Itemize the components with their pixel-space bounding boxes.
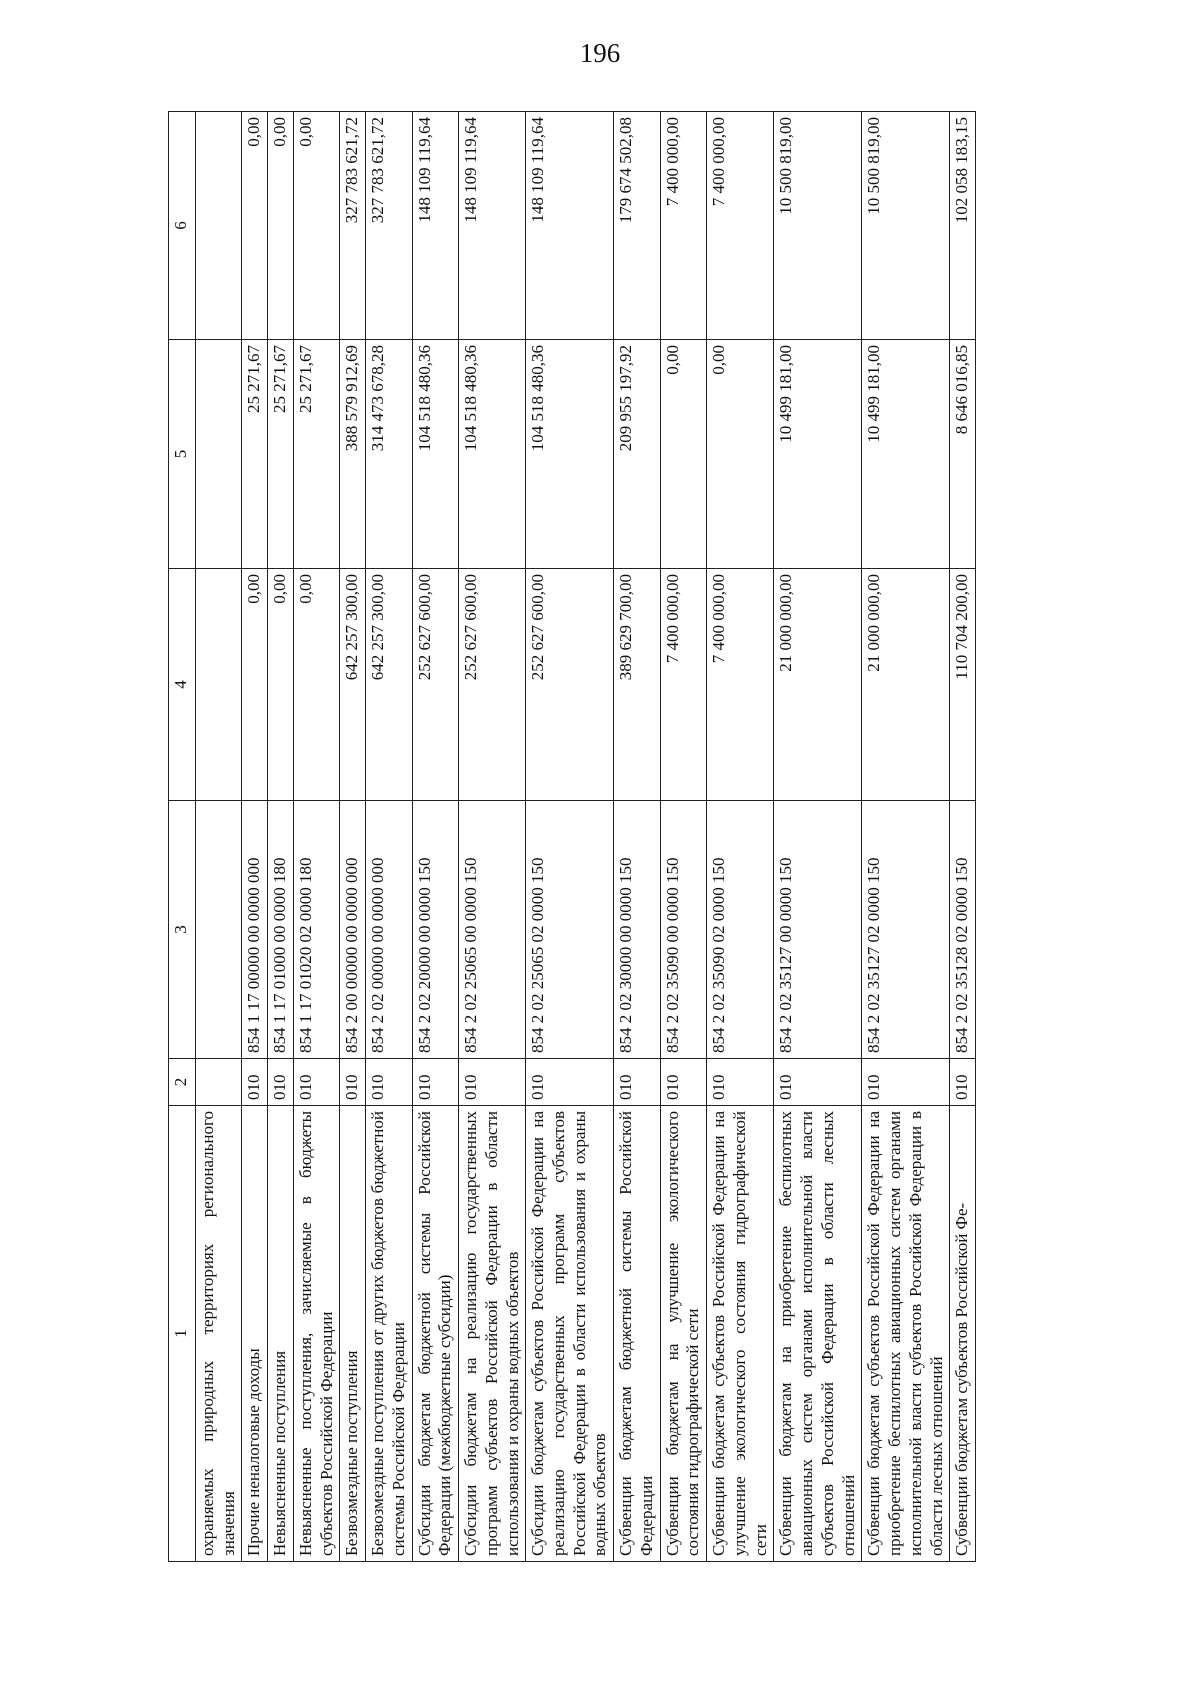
cell-v4: 7 400 000,00 bbox=[660, 569, 706, 801]
cell-c2: 010 bbox=[242, 1059, 268, 1106]
cell-v5: 0,00 bbox=[707, 340, 774, 569]
table-row bbox=[459, 112, 526, 1562]
cell-c2: 010 bbox=[526, 1059, 614, 1106]
cell-v5: 209 955 197,92 bbox=[614, 340, 660, 569]
column-header: 2 bbox=[169, 1059, 196, 1106]
table-region bbox=[168, 112, 1058, 1562]
cell-name: охраняемых природных территориях регионального значения bbox=[196, 1106, 242, 1562]
cell-c2: 010 bbox=[862, 1059, 950, 1106]
cell-v5: 104 518 480,36 bbox=[459, 340, 526, 569]
cell-c2: 010 bbox=[366, 1059, 412, 1106]
cell-v6: 148 109 119,64 bbox=[412, 112, 458, 340]
page-number: 196 bbox=[579, 38, 621, 68]
column-header: 6 bbox=[169, 112, 196, 340]
cell-name: Безвозмездные поступления от других бюджетов бюджетной системы Российской Федерации bbox=[366, 1106, 412, 1562]
cell-code: 854 1 17 00000 00 0000 000 bbox=[242, 801, 268, 1059]
cell-v5: 10 499 181,00 bbox=[862, 340, 950, 569]
table-row bbox=[366, 112, 412, 1562]
cell-c2: 010 bbox=[614, 1059, 660, 1106]
cell-v6: 7 400 000,00 bbox=[707, 112, 774, 340]
table-row bbox=[242, 112, 268, 1562]
cell-c2: 010 bbox=[950, 1059, 976, 1106]
cell-v5: 25 271,67 bbox=[293, 340, 339, 569]
cell-v5: 314 473 678,28 bbox=[366, 340, 412, 569]
table-body bbox=[196, 112, 976, 1562]
cell-name: Субвенции бюджетам субъектов Российской Федерации на приобретение беспилотных авиационных систем органами исполнительной власти субъектов Российской Федерации в области лесных отношений bbox=[862, 1106, 950, 1562]
cell-code bbox=[196, 801, 242, 1059]
cell-code: 854 2 02 25065 02 0000 150 bbox=[526, 801, 614, 1059]
cell-c2: 010 bbox=[660, 1059, 706, 1106]
cell-v5: 388 579 912,69 bbox=[340, 340, 366, 569]
table-row bbox=[340, 112, 366, 1562]
cell-v6: 7 400 000,00 bbox=[660, 112, 706, 340]
cell-code: 854 2 02 35090 00 0000 150 bbox=[660, 801, 706, 1059]
cell-code: 854 2 02 25065 00 0000 150 bbox=[459, 801, 526, 1059]
cell-c2: 010 bbox=[293, 1059, 339, 1106]
cell-v6: 327 783 621,72 bbox=[366, 112, 412, 340]
cell-code: 854 2 02 35127 00 0000 150 bbox=[774, 801, 862, 1059]
cell-c2 bbox=[196, 1059, 242, 1106]
cell-v5 bbox=[196, 340, 242, 569]
cell-v4: 252 627 600,00 bbox=[526, 569, 614, 801]
cell-v6: 179 674 502,08 bbox=[614, 112, 660, 340]
cell-v6: 148 109 119,64 bbox=[459, 112, 526, 340]
cell-v6 bbox=[196, 112, 242, 340]
cell-v6: 148 109 119,64 bbox=[526, 112, 614, 340]
cell-name: Субвенции бюджетам бюджетной системы Российской Федерации bbox=[614, 1106, 660, 1562]
cell-v6: 0,00 bbox=[268, 112, 294, 340]
cell-v6: 0,00 bbox=[293, 112, 339, 340]
column-header: 5 bbox=[169, 340, 196, 569]
column-header: 4 bbox=[169, 569, 196, 801]
cell-code: 854 2 02 00000 00 0000 000 bbox=[366, 801, 412, 1059]
cell-v5: 25 271,67 bbox=[242, 340, 268, 569]
cell-name: Субвенции бюджетам на приобретение беспилотных авиационных систем органами исполнительной власти субъектов Российской Федерации в области лесных отношений bbox=[774, 1106, 862, 1562]
cell-c2: 010 bbox=[412, 1059, 458, 1106]
cell-v6: 0,00 bbox=[242, 112, 268, 340]
header-row bbox=[169, 112, 196, 1562]
cell-name: Невыясненные поступления bbox=[268, 1106, 294, 1562]
table-row bbox=[293, 112, 339, 1562]
cell-v6: 10 500 819,00 bbox=[774, 112, 862, 340]
cell-code: 854 2 00 00000 00 0000 000 bbox=[340, 801, 366, 1059]
cell-v4: 21 000 000,00 bbox=[774, 569, 862, 801]
cell-v4: 389 629 700,00 bbox=[614, 569, 660, 801]
cell-name: Невыясненные поступления, зачисляемые в бюджеты субъектов Российской Федерации bbox=[293, 1106, 339, 1562]
table-row bbox=[707, 112, 774, 1562]
cell-v4: 642 257 300,00 bbox=[366, 569, 412, 801]
cell-v6: 102 058 183,15 bbox=[950, 112, 976, 340]
table-row bbox=[862, 112, 950, 1562]
table-row bbox=[660, 112, 706, 1562]
cell-v4: 7 400 000,00 bbox=[707, 569, 774, 801]
rotated-table-container bbox=[168, 112, 1058, 1562]
cell-name: Прочие неналоговые доходы bbox=[242, 1106, 268, 1562]
cell-c2: 010 bbox=[707, 1059, 774, 1106]
cell-v4: 21 000 000,00 bbox=[862, 569, 950, 801]
cell-v5: 104 518 480,36 bbox=[412, 340, 458, 569]
cell-name: Субсидии бюджетам субъектов Российской Федерации на реализацию государственных программ субъектов Российской Федерации в области использования и охраны водных объектов bbox=[526, 1106, 614, 1562]
cell-v4 bbox=[196, 569, 242, 801]
cell-code: 854 1 17 01020 02 0000 180 bbox=[293, 801, 339, 1059]
table-row bbox=[412, 112, 458, 1562]
cell-code: 854 2 02 20000 00 0000 150 bbox=[412, 801, 458, 1059]
cell-v4: 642 257 300,00 bbox=[340, 569, 366, 801]
cell-v6: 327 783 621,72 bbox=[340, 112, 366, 340]
cell-name: Субсидии бюджетам бюджетной системы Российской Федерации (межбюджетные субсидии) bbox=[412, 1106, 458, 1562]
cell-code: 854 2 02 35090 02 0000 150 bbox=[707, 801, 774, 1059]
cell-v5: 25 271,67 bbox=[268, 340, 294, 569]
cell-code: 854 2 02 35127 02 0000 150 bbox=[862, 801, 950, 1059]
cell-v4: 252 627 600,00 bbox=[459, 569, 526, 801]
table-row bbox=[526, 112, 614, 1562]
table-row bbox=[774, 112, 862, 1562]
cell-c2: 010 bbox=[340, 1059, 366, 1106]
cell-name: Субвенции бюджетам субъектов Российской Федерации на улучшение экологического состояния гидрографической сети bbox=[707, 1106, 774, 1562]
cell-c2: 010 bbox=[459, 1059, 526, 1106]
cell-v4: 252 627 600,00 bbox=[412, 569, 458, 801]
table-row bbox=[614, 112, 660, 1562]
column-header: 1 bbox=[169, 1106, 196, 1562]
cell-v6: 10 500 819,00 bbox=[862, 112, 950, 340]
cell-name: Субвенции бюджетам на улучшение экологического состояния гидрографической сети bbox=[660, 1106, 706, 1562]
cell-v4: 110 704 200,00 bbox=[950, 569, 976, 801]
cell-v5: 0,00 bbox=[660, 340, 706, 569]
table-row bbox=[196, 112, 242, 1562]
cell-v5: 10 499 181,00 bbox=[774, 340, 862, 569]
table-row bbox=[268, 112, 294, 1562]
cell-v5: 104 518 480,36 bbox=[526, 340, 614, 569]
column-header: 3 bbox=[169, 801, 196, 1059]
cell-c2: 010 bbox=[268, 1059, 294, 1106]
cell-name: Безвозмездные поступления bbox=[340, 1106, 366, 1562]
cell-v5: 8 646 016,85 bbox=[950, 340, 976, 569]
cell-name: Субсидии бюджетам на реализацию государственных программ субъектов Российской Федерации в области использования и охраны водных объектов bbox=[459, 1106, 526, 1562]
cell-code: 854 2 02 35128 02 0000 150 bbox=[950, 801, 976, 1059]
table-row bbox=[950, 112, 976, 1562]
cell-v4: 0,00 bbox=[268, 569, 294, 801]
budget-table bbox=[168, 111, 976, 1562]
cell-name: Субвенции бюджетам субъектов Российской Фе- bbox=[950, 1106, 976, 1562]
cell-v4: 0,00 bbox=[242, 569, 268, 801]
cell-c2: 010 bbox=[774, 1059, 862, 1106]
cell-code: 854 2 02 30000 00 0000 150 bbox=[614, 801, 660, 1059]
cell-code: 854 1 17 01000 00 0000 180 bbox=[268, 801, 294, 1059]
cell-v4: 0,00 bbox=[293, 569, 339, 801]
